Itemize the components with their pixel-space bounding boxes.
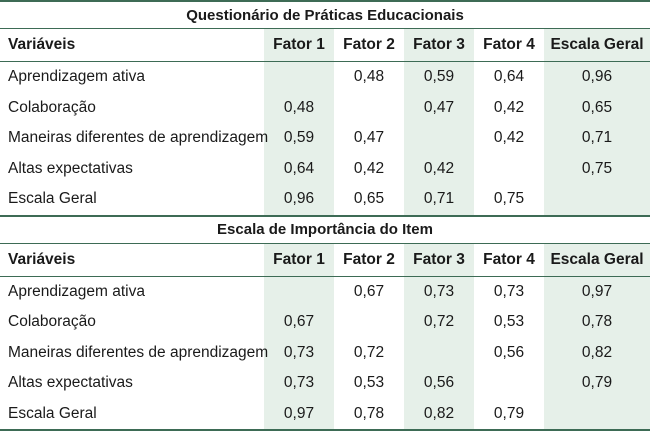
section-title-row (0, 1, 650, 29)
section-title: Questionário de Práticas Educacionais (0, 1, 650, 29)
row-label: Colaboração (8, 313, 96, 331)
cell: 0,97 (264, 399, 334, 431)
header-row (0, 243, 650, 276)
table-row (0, 399, 650, 431)
row-label: Altas expectativas (8, 159, 133, 177)
cell: 0,75 (544, 154, 650, 185)
table-row (0, 307, 650, 338)
cell: 0,73 (493, 282, 525, 300)
column-header: Fator 1 (264, 243, 334, 276)
cell: 0,73 (404, 276, 474, 307)
cell (334, 307, 404, 338)
cell: 0,42 (493, 98, 525, 116)
cell: 0,67 (264, 307, 334, 338)
cell: 0,53 (493, 313, 525, 331)
column-header: Fator 2 (334, 243, 404, 276)
column-header: Variáveis (0, 243, 264, 276)
cell (264, 276, 334, 307)
table-row (0, 154, 650, 185)
cell: 0,47 (404, 93, 474, 124)
cell: 0,42 (353, 159, 385, 177)
row-label: Maneiras diferentes de aprendizagem (8, 129, 269, 147)
row-label: Escala Geral (0, 399, 264, 431)
cell: 0,78 (334, 399, 404, 431)
row-label: Aprendizagem ativa (8, 282, 145, 300)
column-header: Fator 2 (334, 29, 404, 62)
cell: 0,72 (404, 307, 474, 338)
row-label: Maneiras diferentes de aprendizagem (8, 343, 269, 361)
cell: 0,96 (544, 62, 650, 93)
table-row (0, 123, 650, 154)
cell: 0,64 (493, 68, 525, 86)
cell (334, 93, 404, 124)
cell: 0,48 (353, 68, 385, 86)
cell: 0,56 (493, 343, 525, 361)
column-header: Fator 1 (264, 29, 334, 62)
cell: 0,97 (544, 276, 650, 307)
cell (544, 399, 650, 431)
cell (404, 123, 474, 154)
cell: 0,59 (404, 62, 474, 93)
column-header: Variáveis (0, 29, 264, 62)
cell: 0,78 (544, 307, 650, 338)
cell: 0,59 (264, 123, 334, 154)
cell: 0,56 (404, 368, 474, 399)
row-label: Escala Geral (8, 190, 97, 208)
column-header: Fator 3 (404, 29, 474, 62)
row-label: Colaboração (8, 98, 96, 116)
column-header: Fator 3 (404, 243, 474, 276)
table-row (0, 62, 650, 93)
section-title-row (0, 216, 650, 244)
table-row (0, 276, 650, 307)
cell (404, 338, 474, 369)
cell: 0,96 (264, 184, 334, 216)
cell (264, 62, 334, 93)
cell: 0,47 (353, 129, 385, 147)
section-title: Escala de Importância do Item (0, 216, 650, 244)
cell: 0,71 (404, 184, 474, 216)
column-header: Escala Geral (544, 243, 650, 276)
cell: 0,73 (264, 338, 334, 369)
cell (474, 154, 544, 185)
cell (474, 368, 544, 399)
column-header: Fator 4 (474, 29, 544, 62)
column-header: Fator 4 (474, 243, 544, 276)
cell: 0,65 (544, 93, 650, 124)
cell: 0,65 (353, 190, 385, 208)
cell: 0,48 (264, 93, 334, 124)
cell (544, 184, 650, 216)
cell: 0,67 (353, 282, 385, 300)
cell: 0,53 (353, 374, 385, 392)
row-label: Altas expectativas (8, 374, 133, 392)
table-row (0, 338, 650, 369)
header-row (0, 29, 650, 62)
cell: 0,72 (353, 343, 385, 361)
cell: 0,64 (264, 154, 334, 185)
cell: 0,79 (474, 399, 544, 431)
cell: 0,79 (544, 368, 650, 399)
column-header: Escala Geral (544, 29, 650, 62)
cell: 0,73 (264, 368, 334, 399)
table-row (0, 93, 650, 124)
row-label: Aprendizagem ativa (8, 68, 145, 86)
cell: 0,42 (493, 129, 525, 147)
cell: 0,82 (404, 399, 474, 431)
cell: 0,75 (493, 190, 525, 208)
table-row (0, 184, 650, 216)
cell: 0,42 (404, 154, 474, 185)
cell: 0,82 (544, 338, 650, 369)
table-row (0, 368, 650, 399)
cell: 0,71 (544, 123, 650, 154)
